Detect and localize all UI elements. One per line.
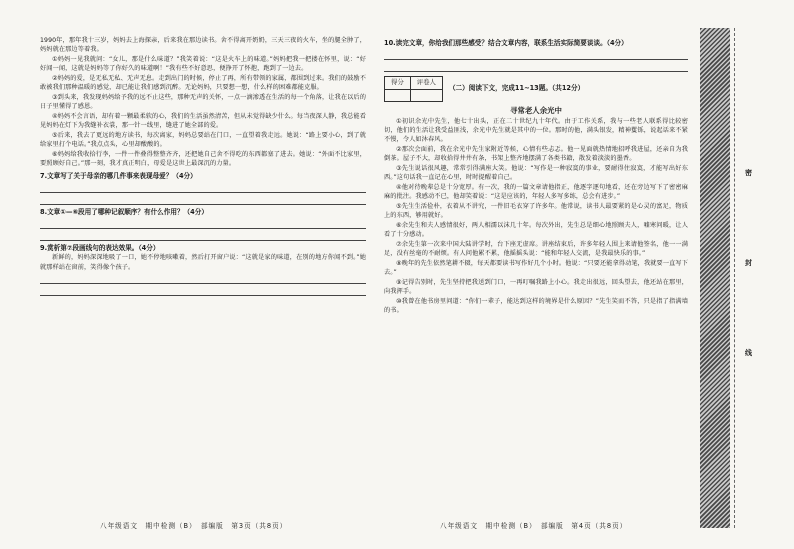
passage-paragraph: ①初识余光中先生，他七十出头，正在二十世纪九十年代。由于工作关系，我与一些老人联系得比较密切，他们的生活让我受益匪浅，余光中先生就是其中的一位。那时的他，满头银发，精神矍铄，说起话来不紧不慢，令人如沐春风。 bbox=[384, 117, 688, 144]
reading-passage-left bbox=[40, 36, 366, 169]
seal-line bbox=[734, 28, 771, 528]
answer-line[interactable] bbox=[40, 194, 366, 205]
passage-paragraph: ⑨记得告别时，先生坚持把我送到门口，一再叮嘱我路上小心。我走出很远，回头望去，他还站在那里，向我挥手。 bbox=[384, 279, 688, 296]
passage-paragraph: ②妈妈的爱，是无私无私、无声无息。走到出门的时候，停止了再，所有带领的家属，都围到过来。我们的鼓励不敢被我们那种温暖的感觉，却已能让我们感到沉醉。无论妈妈，只要想一想，什么样的困难都能克服。 bbox=[40, 74, 366, 92]
passage-paragraph: ⑩我曾在他书房里问道：“你们一辈子，能达到这样的境界是什么原因？”先生笑而不答，只是指了指满墙的书。 bbox=[384, 298, 688, 315]
exam-page-4 bbox=[384, 36, 688, 516]
score-box bbox=[384, 76, 688, 101]
reviewer-label: 评卷人 bbox=[410, 77, 442, 89]
answer-line[interactable] bbox=[40, 273, 366, 284]
passage-paragraph: ⑧晚年的先生依然笔耕不辍，每天都要读书写作好几个小时。他说：“只要还能拿得动笔，我就要一直写下去。” bbox=[384, 260, 688, 277]
score-table bbox=[384, 76, 443, 101]
passage-paragraph: ⑥余先生和夫人感情很好，两人相濡以沫几十年。每次外出，先生总是细心地照顾夫人，嘘寒问暖，让人看了十分感动。 bbox=[384, 222, 688, 239]
answer-line[interactable] bbox=[384, 61, 688, 72]
seal-char-mi: 密 bbox=[745, 168, 752, 177]
passage-paragraph: ①妈妈一见我就问：“女儿，那是什么味道？”我笑着说：“这是火车上的味道。”妈妈把我一把搂在怀里，说：“好好闻一闻，这就是妈妈等了你好久的味道啊！”我有些不好意思，便挣开了怀抱，跑到了一边去。 bbox=[40, 55, 366, 73]
binding-hatch bbox=[700, 28, 730, 528]
passage-paragraph: ③先生说话很风趣，常常引得满座大笑。他说：“写作是一种寂寞的事业，要耐得住寂寞，才能写出好东西。”这句话我一直记在心里，时时提醒着自己。 bbox=[384, 165, 688, 182]
answer-line[interactable] bbox=[40, 285, 366, 296]
reading-passage-right bbox=[384, 117, 688, 316]
answer-line[interactable] bbox=[40, 182, 366, 193]
score-cell[interactable] bbox=[385, 89, 411, 101]
answer-line[interactable] bbox=[40, 230, 366, 241]
page-footer-left: 八年级语文 期中检测（B） 部编版 第3页（共8页） bbox=[100, 522, 288, 530]
passage-paragraph: ④妈妈不会言语，却有着一颗最柔软的心，我们的生活虽然清苦，但从未觉得缺少什么。每当夜深人静，我总能看见妈妈在灯下为我缝补衣裳，那一针一线里，缝进了她全部的爱。 bbox=[40, 112, 366, 130]
passage-paragraph: 1990年，那年我十三岁，妈妈去上海探亲，后来我在那边读书。舍不得离开奶奶，三天三夜的火车，坐的腿全肿了，妈妈就在那边等着我。 bbox=[40, 37, 366, 54]
page-footer-right: 八年级语文 期中检测（B） 部编版 第4页（共8页） bbox=[440, 522, 628, 530]
passage-paragraph: ③到头来，我发现妈妈给予我的远不止这些，那种无声的关怀，一点一滴渗透在生活的每一个角落，让我在以后的日子里懂得了感恩。 bbox=[40, 93, 366, 111]
exam-page-3 bbox=[40, 36, 366, 516]
section-title: （二）阅读下文，完成11~13题。（共12分） bbox=[448, 84, 585, 93]
question-8: 8.文章①—⑥段用了哪种记叙顺序？有什么作用？（4分） bbox=[40, 207, 208, 216]
passage-paragraph: ④他对待晚辈总是十分宽厚。有一次，我的一篇文章请他指正，他逐字逐句地看，还在旁边写下了密密麻麻的批注。我感动不已，他却笑着说：“这是应该的，年轻人多写多练，总会有进步。” bbox=[384, 184, 688, 201]
passage-paragraph: ⑤先生生活俭朴，衣着从不讲究，一件旧毛衣穿了许多年。他常说，读书人最要紧的是心灵的富足，物质上的东西，够用就好。 bbox=[384, 203, 688, 220]
passage-paragraph: ⑥妈妈给我收拾行李，一件一件叠得整整齐齐，还把她自己舍不得吃的东西都塞了进去。她说：“外面不比家里，要照顾好自己。”那一刻，我才真正明白，母爱是这世上最深沉的力量。 bbox=[40, 150, 366, 168]
passage-paragraph: ⑦余先生第一次来中国大陆讲学时，台下座无虚席。讲座结束后，许多年轻人围上来请他签名，他一一满足，没有丝毫的不耐烦。有人问他累不累，他摇摇头说：“能和年轻人交流，是我最快乐的事。” bbox=[384, 241, 688, 258]
question-10: 10.读完文章，你给我们那些感受？结合文章内容，联系生活实际简要谈谈。（4分） bbox=[384, 39, 628, 47]
passage-paragraph: ⑤后来，我去了更远的地方读书，每次离家，妈妈总要站在门口，一直望着我走远。她说：“路上要小心，到了就给家里打个电话。”我点点头，心里却酸酸的。 bbox=[40, 131, 366, 149]
passage-paragraph: ②那次会面前，我在余光中先生家附近等候，心情有些忐忑。他一见面就热情地招呼我进屋，还亲自为我倒茶。屋子不大，却收拾得井井有条，书架上整齐地摆满了各类书籍，散发着淡淡的墨香。 bbox=[384, 146, 688, 163]
seal-char-xian: 线 bbox=[745, 348, 752, 357]
answer-line[interactable] bbox=[384, 49, 688, 60]
quoted-sentence: 新鲜的，妈妈深深地吸了一口，她不停地咳嗽着，然后打开窗户说：“这就是家的味道，在别的地方你闻不到。”她就那样站在窗前，笑得像个孩子。 bbox=[40, 254, 366, 271]
answer-line[interactable] bbox=[40, 218, 366, 229]
reviewer-cell[interactable] bbox=[410, 89, 442, 101]
article-title: 寻常老人余光中 bbox=[510, 105, 562, 115]
seal-char-feng: 封 bbox=[745, 258, 752, 267]
question-9: 9.赏析第⑦段画线句的表达效果。（4分） bbox=[40, 244, 160, 253]
binding-strip bbox=[700, 28, 774, 528]
question-7: 7.文章写了关于母亲的哪几件事来表现母爱？（4分） bbox=[40, 171, 197, 180]
score-label: 得分 bbox=[385, 77, 411, 89]
